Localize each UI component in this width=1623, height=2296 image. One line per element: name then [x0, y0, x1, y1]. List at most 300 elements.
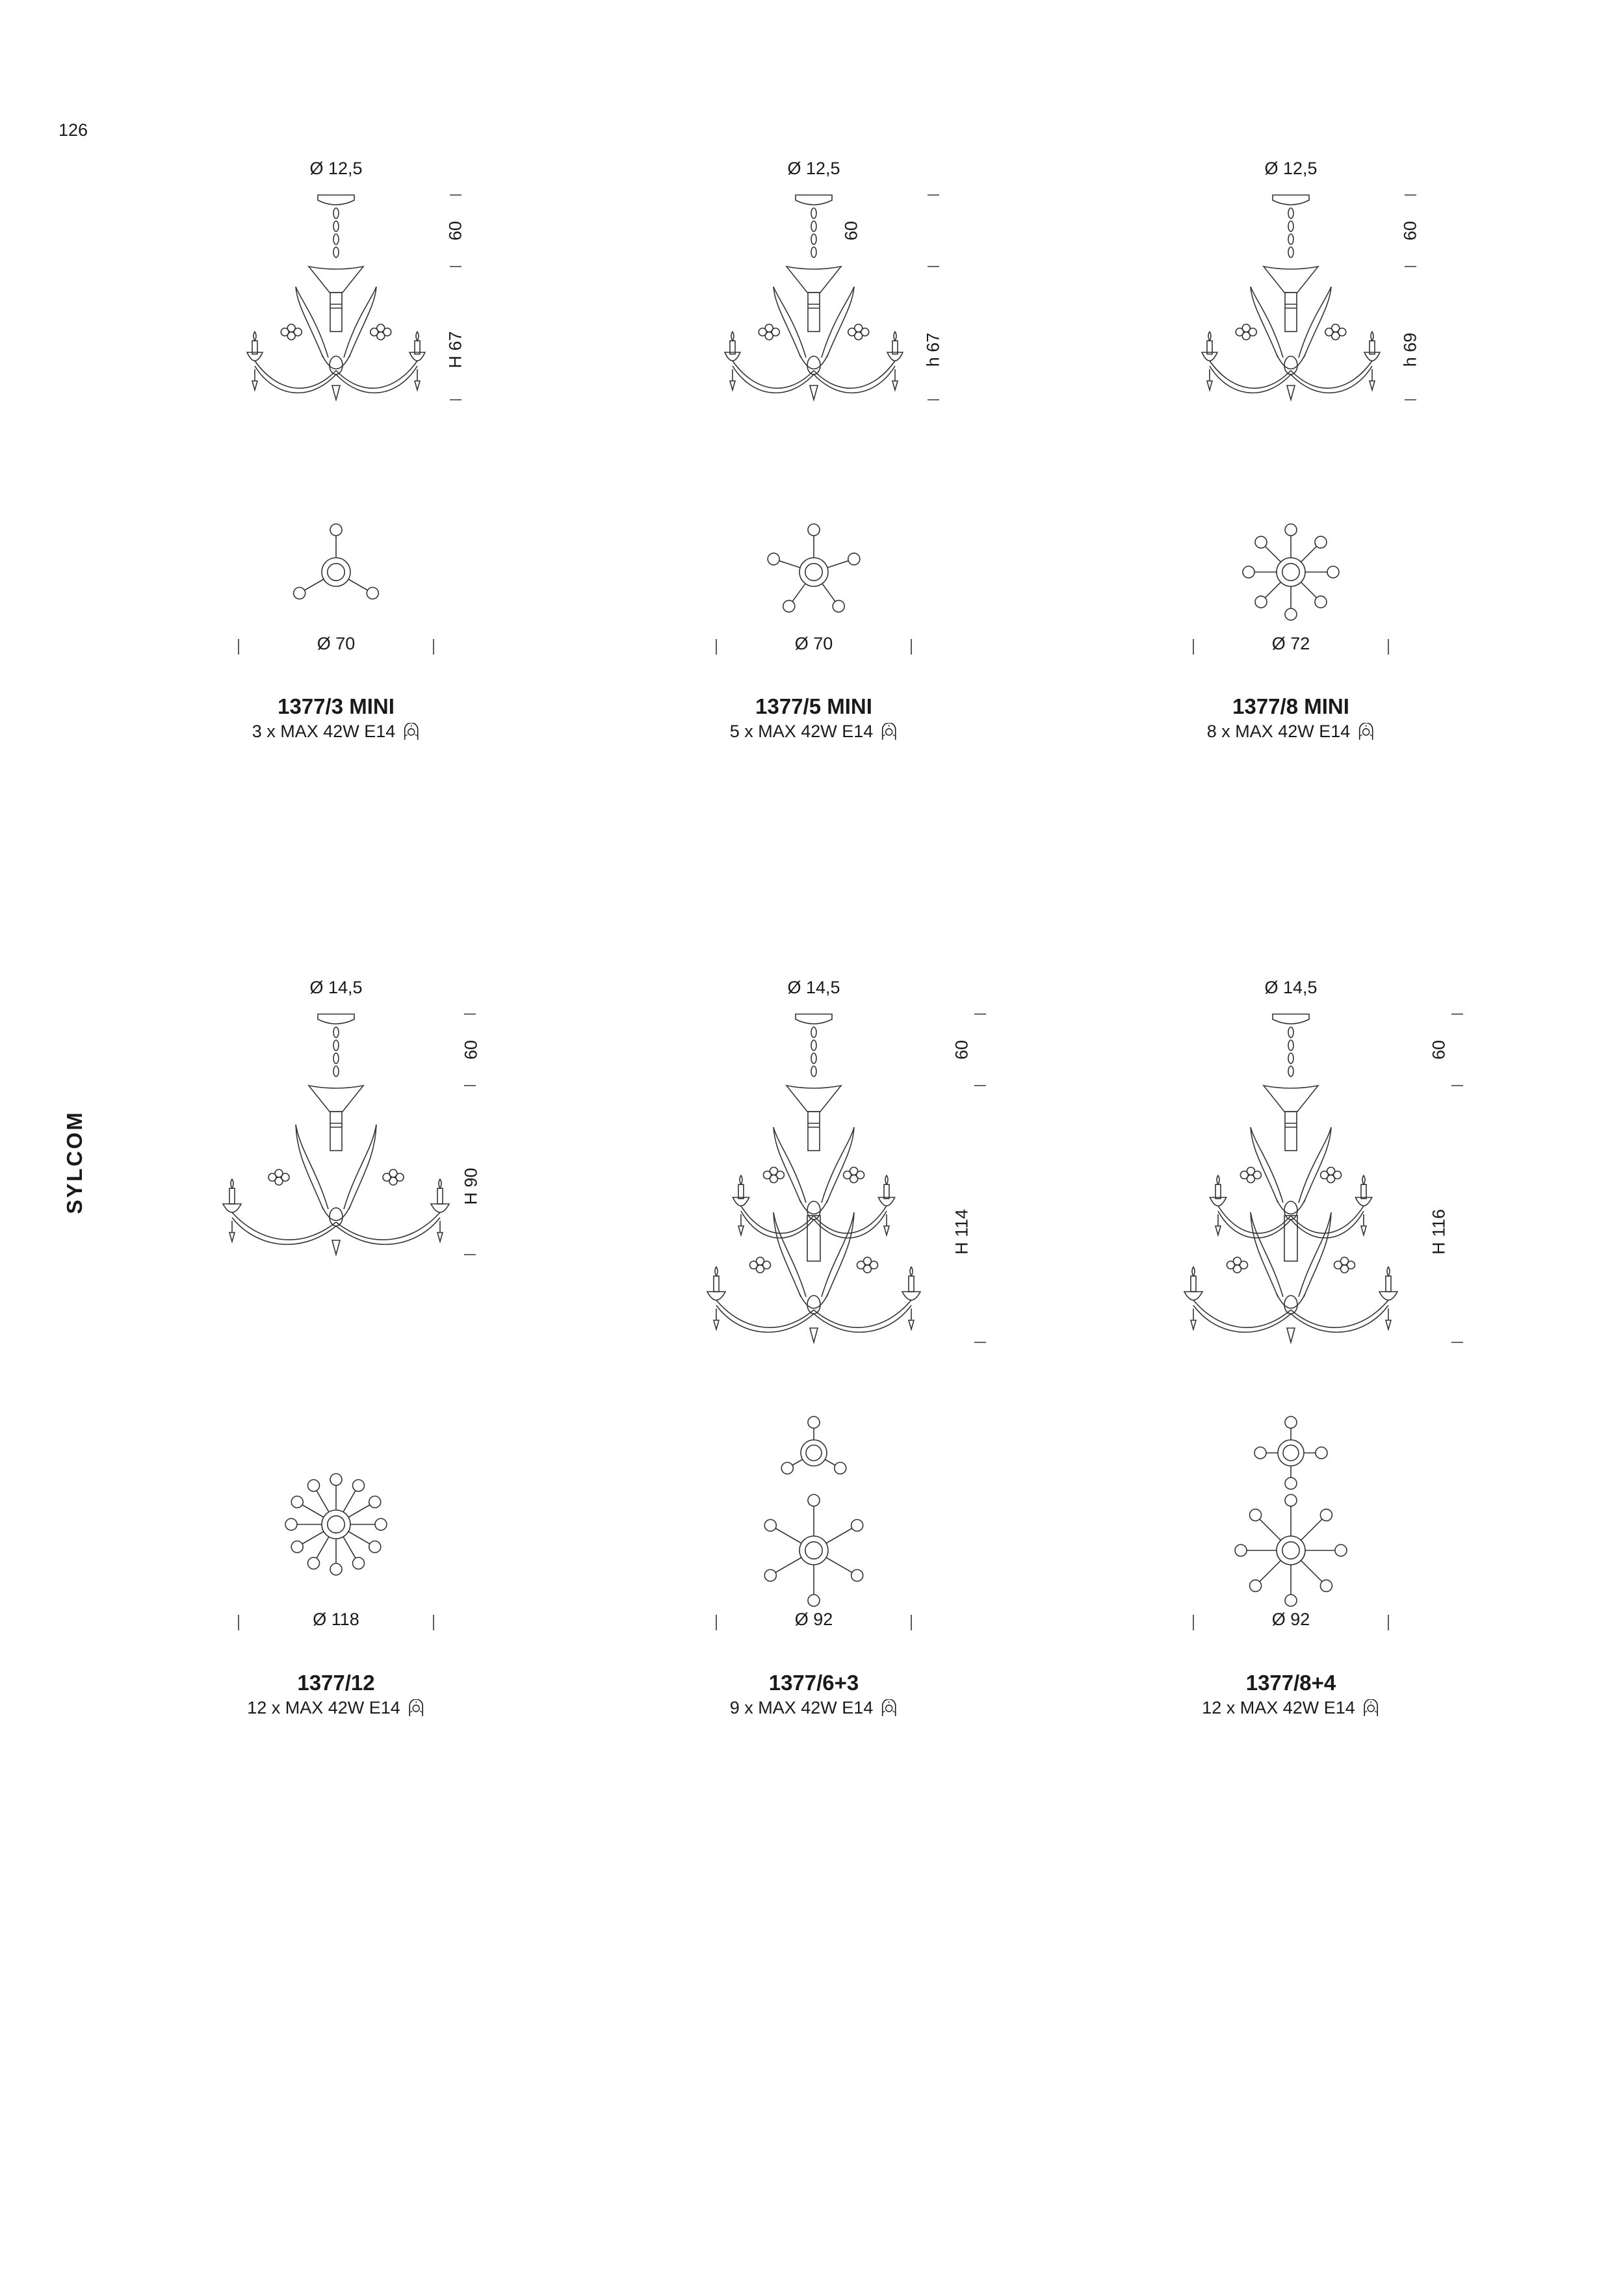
arm — [1291, 1211, 1364, 1238]
bottom-finial — [810, 1328, 818, 1342]
chain-link — [811, 221, 816, 231]
leaf — [773, 1212, 801, 1297]
flower — [765, 332, 773, 340]
height-label: h 67 — [923, 332, 943, 367]
arm — [814, 366, 895, 393]
canopy — [1273, 1014, 1309, 1024]
canopy-diameter-label: Ø 12,5 — [309, 159, 363, 178]
lower-plan-candle — [1250, 1580, 1262, 1591]
lower-plan-candle — [1335, 1545, 1347, 1556]
canopy-diameter-label: Ø 14,5 — [309, 978, 363, 997]
product-code: 1377/8 MINI — [1232, 694, 1349, 718]
plan-arm — [302, 1532, 324, 1544]
canopy-diameter-label: Ø 12,5 — [1264, 159, 1318, 178]
height-label: h 69 — [1400, 332, 1420, 367]
plan-ring-inner — [1282, 564, 1299, 581]
stem — [808, 1112, 820, 1151]
plan-candle — [294, 588, 305, 599]
lower-plan-arm — [826, 1528, 852, 1543]
arm — [733, 366, 814, 393]
leaf — [1299, 1127, 1331, 1203]
leaf — [773, 1127, 806, 1203]
candle — [909, 1276, 914, 1292]
height-label: H 67 — [445, 331, 465, 369]
flower — [389, 1177, 397, 1185]
upper-plan-candle — [1254, 1447, 1266, 1459]
plan-candle — [1285, 608, 1297, 620]
flower — [757, 1265, 764, 1273]
lower-plan-arm — [1301, 1519, 1323, 1541]
product-spec — [730, 1698, 898, 1718]
bulb-icon — [879, 1699, 898, 1717]
product-spec — [1207, 722, 1375, 742]
crystal-drop — [415, 381, 420, 390]
arm — [232, 1212, 336, 1240]
lower-plan-candle — [1235, 1545, 1247, 1556]
plan-candle — [1285, 524, 1297, 536]
chain-length-label: 60 — [461, 1039, 481, 1060]
plan-candle — [1243, 566, 1254, 578]
leaf — [773, 1212, 806, 1297]
bulb-icon — [407, 1699, 425, 1717]
chain-length-label: 60 — [841, 220, 861, 241]
chain-link — [1288, 1066, 1293, 1076]
upper-plan-candle — [808, 1416, 820, 1428]
canopy — [796, 1014, 832, 1024]
plan-candle — [375, 1519, 387, 1530]
chain-link — [333, 1040, 339, 1050]
plan-candle — [1315, 596, 1327, 608]
stem — [1285, 1112, 1297, 1151]
lower-plan-arm — [1301, 1561, 1323, 1582]
product-code: 1377/8+4 — [1245, 1671, 1336, 1695]
product-spec — [252, 722, 421, 742]
crystal-drop — [1386, 1320, 1391, 1329]
plan-candle — [285, 1519, 297, 1530]
leaf — [349, 287, 376, 358]
plan-candle — [808, 524, 820, 536]
chandelier-drawing — [94, 969, 575, 1749]
arm — [1218, 1211, 1291, 1238]
stem — [1284, 1216, 1297, 1261]
product-1377-8-4 — [1049, 969, 1530, 1717]
chain-link — [333, 1053, 339, 1063]
arm — [716, 1305, 814, 1332]
chain-link — [811, 1027, 816, 1037]
lower-plan-candle — [764, 1570, 776, 1582]
arm — [255, 366, 336, 393]
flower — [275, 1177, 283, 1185]
width-diameter-label: Ø 92 — [1271, 1610, 1310, 1629]
flower — [1332, 332, 1340, 340]
upper-plan-candle — [1285, 1478, 1297, 1489]
flame — [715, 1267, 718, 1276]
arm — [1193, 1305, 1291, 1332]
leaf — [1251, 1212, 1283, 1297]
arm — [814, 1305, 911, 1332]
upper-plan-candle — [781, 1463, 793, 1474]
candle — [1386, 1276, 1391, 1292]
upper-plan-arm — [792, 1459, 803, 1465]
bottom-finial — [810, 385, 818, 400]
page-number: 126 — [58, 120, 88, 140]
bulb-icon — [402, 723, 420, 741]
crystal-drop — [252, 381, 257, 390]
stem — [807, 1216, 820, 1261]
leaf — [1304, 1212, 1331, 1297]
plan-arm — [822, 584, 835, 602]
lower-plan-candle — [851, 1570, 863, 1582]
arm — [1291, 366, 1372, 393]
canopy — [1273, 195, 1309, 205]
product-1377-6-3 — [572, 969, 1053, 1717]
chain-length-label: 60 — [1429, 1039, 1449, 1060]
leaf — [344, 287, 376, 358]
bowl-center — [1284, 356, 1297, 374]
lower-plan-candle — [1285, 1595, 1297, 1606]
flame — [416, 332, 419, 341]
width-diameter-label: Ø 118 — [313, 1610, 359, 1629]
lower-plan-arm — [1260, 1519, 1281, 1541]
flame — [253, 332, 256, 341]
crystal-drop — [1361, 1226, 1366, 1235]
lower-plan-candle — [764, 1520, 776, 1532]
chain-link — [333, 247, 339, 257]
flame — [731, 332, 734, 341]
plan-arm — [348, 1505, 370, 1517]
crystal-drop — [1370, 381, 1375, 390]
arm — [741, 1211, 814, 1238]
bowl-center — [1284, 1201, 1297, 1220]
leaf — [296, 287, 328, 358]
lower-plan-candle — [851, 1520, 863, 1532]
plan-candle — [353, 1480, 365, 1491]
flame — [885, 1175, 888, 1184]
leaf — [1251, 1127, 1283, 1203]
flower — [1341, 1265, 1349, 1273]
leaf — [344, 1125, 376, 1209]
crystal-drop — [909, 1320, 914, 1329]
arm — [336, 366, 417, 393]
flower — [855, 332, 863, 340]
chain-link — [1288, 1040, 1293, 1050]
crystal-drop — [884, 1226, 889, 1235]
lower-plan-candle — [808, 1595, 820, 1606]
product-code: 1377/12 — [297, 1671, 375, 1695]
spec-text: 8 x MAX 42W E14 — [1206, 722, 1351, 741]
plan-ring-outer — [799, 558, 828, 586]
arm — [716, 1300, 814, 1327]
top-cup — [309, 267, 363, 293]
plan-ring-outer — [322, 1510, 350, 1539]
chain-link — [1288, 1027, 1293, 1037]
chain-link — [1288, 221, 1293, 231]
plan-candle — [1315, 536, 1327, 548]
candle — [1361, 1184, 1366, 1199]
bowl-center — [1284, 1296, 1297, 1314]
width-diameter-label: Ø 92 — [794, 1610, 833, 1629]
chain-link — [333, 221, 339, 231]
lower-plan-ring-inner — [805, 1542, 822, 1559]
plan-arm — [317, 1537, 329, 1558]
flame — [910, 1267, 913, 1276]
stem — [330, 293, 342, 332]
chain-link — [811, 1053, 816, 1063]
flame — [1208, 332, 1211, 341]
upper-plan-candle — [1285, 1416, 1297, 1428]
height-label: H 90 — [461, 1168, 481, 1205]
leaf — [827, 1212, 854, 1297]
leaf — [773, 287, 806, 358]
flower — [1247, 1175, 1254, 1183]
lower-plan-candle — [1320, 1509, 1332, 1521]
bottom-finial — [1287, 385, 1295, 400]
candle-cup — [707, 1292, 725, 1300]
lower-plan-ring-inner — [1282, 1542, 1299, 1559]
bottom-finial — [1287, 1328, 1295, 1342]
arm — [1291, 361, 1372, 388]
plan-ring-inner — [805, 564, 822, 581]
top-cup — [1264, 1086, 1318, 1112]
plan-arm — [348, 579, 367, 590]
leaf — [773, 287, 801, 358]
candle-cup — [223, 1204, 241, 1212]
plan-ring-outer — [1277, 558, 1305, 586]
upper-plan-ring-inner — [1283, 1445, 1299, 1461]
chandelier-drawing — [1049, 150, 1530, 774]
candle-cup — [431, 1204, 449, 1212]
plan-candle — [330, 1563, 342, 1575]
width-diameter-label: Ø 70 — [317, 634, 356, 653]
arm — [336, 1212, 440, 1240]
lower-plan-candle — [1285, 1494, 1297, 1506]
plan-arm — [792, 584, 805, 602]
flower — [1327, 1175, 1335, 1183]
candle — [229, 1188, 235, 1204]
plan-ring-inner — [328, 1516, 344, 1533]
lower-plan-arm — [826, 1558, 852, 1572]
flame — [1362, 1175, 1365, 1184]
plan-arm — [343, 1537, 356, 1558]
chandelier-drawing — [94, 150, 575, 774]
candle-cup — [1379, 1292, 1397, 1300]
chandelier-drawing — [1049, 969, 1530, 1749]
arm — [1210, 361, 1291, 388]
bowl-center — [330, 1208, 343, 1226]
crystal-drop — [1215, 1226, 1221, 1235]
plan-candle — [833, 601, 844, 612]
flower — [864, 1265, 872, 1273]
arm — [336, 1218, 440, 1244]
plan-candle — [848, 553, 860, 565]
candle-cup — [1184, 1292, 1202, 1300]
candle — [714, 1276, 719, 1292]
lower-plan-candle — [1250, 1509, 1262, 1521]
top-cup — [1264, 267, 1318, 293]
plan-arm — [1301, 582, 1317, 598]
leaf — [822, 287, 854, 358]
upper-plan-ring-outer — [1278, 1440, 1304, 1466]
plan-candle — [308, 1480, 320, 1491]
bulb-icon — [1357, 723, 1375, 741]
bowl-center — [807, 1201, 820, 1220]
plan-ring-inner — [328, 564, 344, 581]
chain-link — [811, 247, 816, 257]
bottom-finial — [332, 385, 340, 400]
chain-link — [811, 1066, 816, 1076]
bowl-center — [807, 1296, 820, 1314]
crystal-drop — [892, 381, 898, 390]
leaf — [1251, 287, 1278, 358]
flame — [1387, 1267, 1390, 1276]
crystal-drop — [229, 1233, 235, 1242]
leaf — [1304, 287, 1331, 358]
arm — [232, 1218, 336, 1244]
chain-link — [811, 1040, 816, 1050]
top-cup — [786, 1086, 841, 1112]
canopy-diameter-label: Ø 14,5 — [1264, 978, 1318, 997]
canopy — [318, 1014, 354, 1024]
lower-plan-arm — [775, 1528, 801, 1543]
flame — [894, 332, 896, 341]
plan-candle — [369, 1496, 381, 1508]
product-code: 1377/6+3 — [768, 1671, 859, 1695]
product-1377-3-mini — [94, 150, 575, 800]
arm — [1193, 1300, 1291, 1327]
brand-label: SYLCOM — [62, 1110, 86, 1214]
width-diameter-label: Ø 70 — [794, 634, 833, 653]
chain-link — [333, 1027, 339, 1037]
chain-link — [333, 208, 339, 218]
upper-plan-candle — [1316, 1447, 1327, 1459]
product-1377-5-mini — [572, 150, 1053, 800]
chandelier-drawing — [572, 969, 1053, 1749]
flame — [1371, 332, 1373, 341]
plan-arm — [1265, 546, 1280, 562]
crystal-drop — [437, 1233, 443, 1242]
plan-arm — [343, 1491, 356, 1512]
bulb-icon — [1362, 1699, 1380, 1717]
canopy — [796, 195, 832, 205]
flower — [850, 1175, 858, 1183]
lower-plan-arm — [775, 1558, 801, 1572]
crystal-drop — [714, 1320, 719, 1329]
bowl-center — [807, 356, 820, 374]
spec-text: 5 x MAX 42W E14 — [729, 722, 874, 741]
chain-length-label: 60 — [952, 1039, 972, 1060]
lower-plan-arm — [1260, 1561, 1281, 1582]
arm — [1291, 1300, 1388, 1327]
plan-candle — [783, 601, 795, 612]
crystal-drop — [1207, 381, 1212, 390]
arm — [733, 361, 814, 388]
chain-length-label: 60 — [445, 220, 465, 241]
canopy-diameter-label: Ø 14,5 — [787, 978, 840, 997]
flower — [377, 332, 385, 340]
canopy — [318, 195, 354, 205]
top-cup — [309, 1086, 363, 1112]
height-label: H 114 — [952, 1208, 972, 1255]
product-1377-8-mini — [1049, 150, 1530, 800]
candle-cup — [902, 1292, 920, 1300]
plan-arm — [317, 1491, 329, 1512]
upper-plan-ring-inner — [806, 1445, 822, 1461]
lower-plan-candle — [1320, 1580, 1332, 1591]
leaf — [296, 1125, 323, 1209]
product-1377-12 — [94, 969, 575, 1717]
candle — [437, 1188, 443, 1204]
arm — [814, 1300, 911, 1327]
stem — [808, 293, 820, 332]
candle — [738, 1184, 744, 1199]
leaf — [1251, 1212, 1278, 1297]
flame — [740, 1175, 742, 1184]
plan-candle — [1327, 566, 1339, 578]
product-spec — [247, 1698, 425, 1718]
arm — [1210, 366, 1291, 393]
bottom-finial — [332, 1240, 340, 1255]
leaf — [296, 1125, 328, 1209]
chain-link — [811, 234, 816, 244]
flame — [439, 1179, 441, 1188]
product-code: 1377/5 MINI — [755, 694, 872, 718]
plan-candle — [1255, 536, 1267, 548]
canopy-diameter-label: Ø 12,5 — [787, 159, 840, 178]
upper-plan-arm — [825, 1459, 835, 1465]
arm — [814, 361, 895, 388]
flower — [1242, 332, 1250, 340]
plan-candle — [353, 1558, 365, 1569]
product-spec — [730, 722, 898, 742]
crystal-drop — [730, 381, 735, 390]
candle — [1215, 1184, 1221, 1199]
plan-arm — [302, 1505, 324, 1517]
bowl-center — [330, 356, 343, 374]
leaf — [822, 1212, 854, 1297]
leaf — [1251, 287, 1283, 358]
plan-candle — [330, 524, 342, 536]
plan-arm — [779, 561, 800, 568]
width-diameter-label: Ø 72 — [1271, 634, 1310, 653]
top-cup — [786, 267, 841, 293]
stem — [1285, 293, 1297, 332]
chain-link — [333, 234, 339, 244]
plan-ring-outer — [322, 558, 350, 586]
chandelier-drawing — [572, 150, 1053, 774]
candle — [1191, 1276, 1196, 1292]
crystal-drop — [738, 1226, 744, 1235]
flame — [1192, 1267, 1195, 1276]
lower-plan-candle — [808, 1494, 820, 1506]
candle — [884, 1184, 889, 1199]
plan-candle — [291, 1541, 303, 1553]
chain-link — [1288, 234, 1293, 244]
leaf — [349, 1125, 376, 1209]
plan-candle — [367, 588, 378, 599]
spec-text: 12 x MAX 42W E14 — [247, 1698, 400, 1717]
plan-arm — [1265, 582, 1280, 598]
spec-text: 12 x MAX 42W E14 — [1202, 1698, 1355, 1717]
arm — [814, 1211, 887, 1238]
arm — [1291, 1305, 1388, 1332]
plan-arm — [1301, 546, 1317, 562]
upper-plan-ring-outer — [801, 1440, 827, 1466]
leaf — [1299, 1212, 1331, 1297]
flower — [1234, 1265, 1241, 1273]
chain-link — [1288, 1053, 1293, 1063]
plan-arm — [348, 1532, 370, 1544]
plan-candle — [768, 553, 779, 565]
